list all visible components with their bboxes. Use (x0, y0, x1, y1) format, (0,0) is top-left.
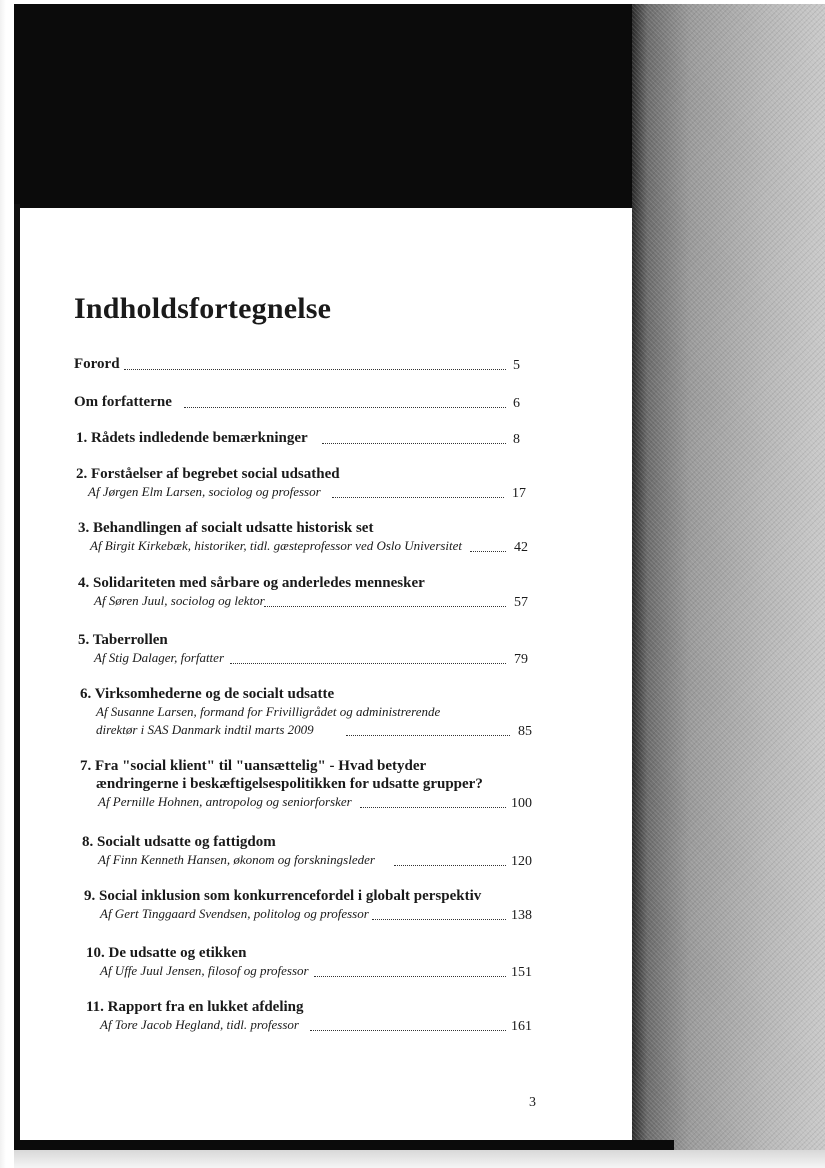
toc-entry-author: Af Tore Jacob Hegland, tidl. professor (100, 1017, 299, 1032)
toc-entry-author: Af Gert Tinggaard Svendsen, politolog og professor (100, 906, 369, 921)
toc-entry-author: Af Pernille Hohnen, antropolog og seniorforsker (98, 794, 352, 809)
toc-entry-page: 79 (511, 652, 528, 668)
toc-entry-page: 17 (509, 486, 526, 502)
toc-entry-2 (76, 466, 526, 502)
toc-entry-9 (84, 888, 532, 924)
dot-leader (332, 497, 504, 498)
toc-entry-6 (80, 686, 532, 740)
book-page (20, 208, 632, 1140)
dot-leader (124, 369, 506, 370)
toc-entry-author: Af Susanne Larsen, formand for Frivilligrådet og administrerende (96, 704, 441, 719)
toc-entry-8 (82, 834, 532, 870)
toc-entry-heading: 1. Rådets indledende bemærkninger (76, 430, 308, 446)
scan-edge-bottom (14, 1150, 825, 1168)
toc-entry-page: 6 (510, 396, 520, 412)
toc-entry-author: Af Finn Kenneth Hansen, økonom og forskningsleder (98, 852, 375, 867)
dot-leader (310, 1030, 506, 1031)
toc-entry-page: 138 (508, 908, 532, 924)
toc-entry-10 (86, 945, 532, 981)
dot-leader (230, 663, 506, 664)
toc-entry-page: 85 (515, 724, 532, 740)
toc-entry-om-forfatterne (74, 394, 520, 412)
toc-entry-11 (86, 999, 532, 1035)
toc-entry-heading: 8. Socialt udsatte og fattigdom (82, 834, 276, 850)
dot-leader (314, 976, 506, 977)
toc-entry-heading: 10. De udsatte og etikken (86, 945, 247, 961)
toc-entry-1 (76, 430, 520, 448)
toc-entry-page: 161 (508, 1019, 532, 1035)
toc-entry-author: Af Birgit Kirkebæk, historiker, tidl. gæsteprofessor ved Oslo Universitet (90, 538, 463, 553)
toc-entry-author: Af Jørgen Elm Larsen, sociolog og professor (88, 484, 321, 499)
dot-leader (372, 919, 506, 920)
page-number: 3 (529, 1095, 536, 1110)
toc-entry-page: 57 (511, 595, 528, 611)
dot-leader (184, 407, 506, 408)
toc-entry-heading: 7. Fra "social klient" til "uansættelig" - Hvad betyder (80, 758, 427, 774)
dot-leader (470, 551, 506, 552)
toc-entry-heading: 4. Solidariteten med sårbare og anderledes mennesker (78, 575, 425, 591)
toc-entry-page: 100 (508, 796, 532, 812)
scan-texture-right (632, 4, 825, 1168)
scan-shadow-bottom (14, 1140, 674, 1150)
toc-entry-heading: Forord (74, 356, 120, 372)
toc-entry-page: 8 (510, 432, 520, 448)
toc-entry-3 (78, 520, 528, 556)
toc-entry-heading: 11. Rapport fra en lukket afdeling (86, 999, 304, 1015)
toc-entry-4 (78, 575, 528, 611)
toc-entry-page: 5 (510, 358, 520, 374)
scan-edge (0, 0, 6, 1168)
table-of-contents (20, 208, 632, 1140)
toc-entry-heading: 9. Social inklusion som konkurrencefordel i globalt perspektiv (84, 888, 482, 904)
toc-entry-author: Af Søren Juul, sociolog og lektor (94, 593, 265, 608)
toc-entry-page: 151 (508, 965, 532, 981)
toc-entry-heading-continued: ændringerne i beskæftigelsespolitikken for udsatte grupper? (96, 776, 483, 792)
dot-leader (360, 807, 506, 808)
toc-entry-heading: 2. Forståelser af begrebet social udsathed (76, 466, 340, 482)
toc-entry-7 (80, 758, 532, 812)
toc-entry-page: 42 (511, 540, 528, 556)
toc-entry-forord (74, 356, 520, 374)
toc-entry-author: Af Stig Dalager, forfatter (94, 650, 224, 665)
toc-entry-heading: 6. Virksomhederne og de socialt udsatte (80, 686, 335, 702)
toc-entry-author: Af Uffe Juul Jensen, filosof og professor (100, 963, 309, 978)
page-title: Indholdsfortegnelse (74, 292, 332, 325)
dot-leader (264, 606, 506, 607)
toc-entry-heading: 5. Taberrollen (78, 632, 168, 648)
toc-entry-5 (78, 632, 528, 668)
toc-entry-heading: Om forfatterne (74, 394, 172, 410)
dot-leader (346, 735, 510, 736)
dot-leader (322, 443, 506, 444)
toc-entry-heading: 3. Behandlingen af socialt udsatte historisk set (78, 520, 374, 536)
toc-entry-author-continued: direktør i SAS Danmark indtil marts 2009 (96, 722, 314, 737)
dot-leader (394, 865, 506, 866)
toc-entry-page: 120 (508, 854, 532, 870)
